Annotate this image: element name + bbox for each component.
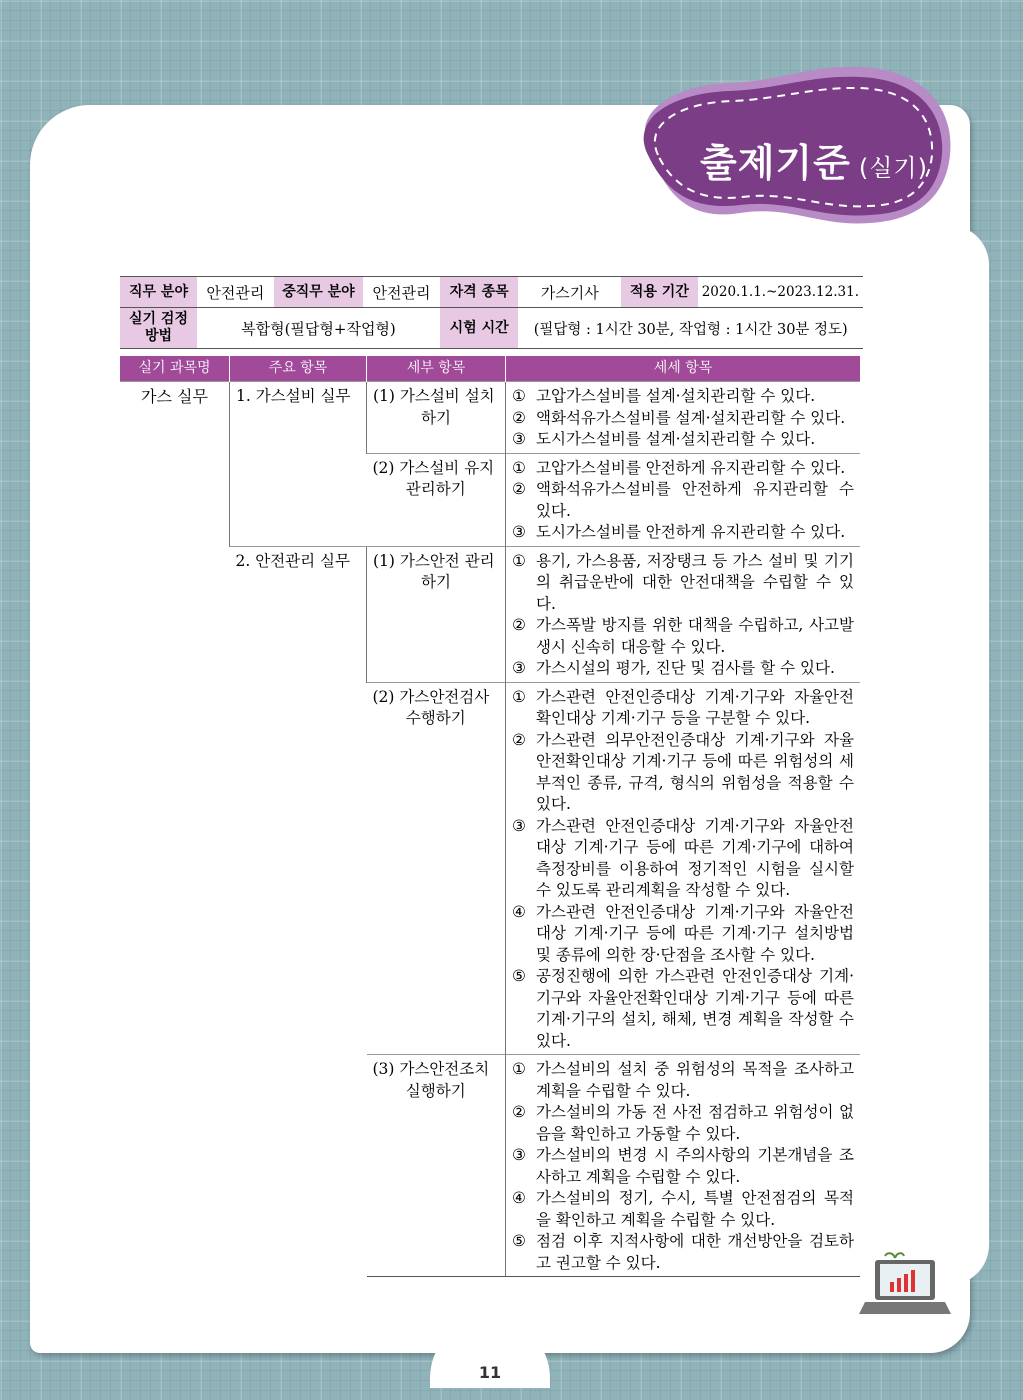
cert-value: 가스기사	[518, 277, 621, 308]
item-number: ②	[512, 408, 526, 427]
time-value: (필답형 : 1시간 30분, 작업형 : 1시간 30분 정도)	[518, 308, 863, 349]
sub-detail-item	[512, 522, 854, 544]
item-text: 고압가스설비를 설계·설치관리할 수 있다.	[536, 387, 816, 405]
detail-item-2: (2) 가스설비 유지 관리하기	[367, 453, 506, 546]
header-subject: 실기 과목명	[120, 356, 230, 382]
main-item-1: 1. 가스설비 실무	[230, 382, 367, 547]
sub-detail-item	[512, 615, 854, 658]
item-number: ③	[512, 1146, 526, 1164]
item-number: ②	[512, 1103, 526, 1121]
sub-field-value: 안전관리	[363, 277, 440, 308]
method-value: 복합형(필답형+작업형)	[197, 308, 440, 349]
sub-detail-item	[512, 1145, 854, 1188]
item-number: ①	[512, 551, 526, 570]
laptop-illustration-icon	[855, 1250, 955, 1330]
detail-item-1: (1) 가스설비 설치 하기	[367, 382, 506, 454]
sub-detail-item	[512, 479, 854, 522]
item-number: ③	[512, 659, 526, 677]
sub-detail-item	[512, 1102, 854, 1145]
info-table	[120, 276, 863, 349]
item-number: ②	[512, 616, 526, 634]
item-text: 가스관련 안전인증대상 기계·기구와 자율안전 대상 기계·기구 등에 따른 기계·기구에 대하여 측정장비를 이용하여 정기적인 시험을 실시할 수 있도록 관리계획을 작성할 수 있다.	[536, 816, 854, 899]
method-label: 실기 검정 방법	[120, 308, 197, 349]
sub-detail-item	[512, 658, 854, 680]
sub-detail-item	[512, 816, 854, 902]
item-number: ②	[512, 730, 526, 749]
sub-detail-group-4	[506, 682, 861, 1055]
item-text: 도시가스설비를 설계·설치관리할 수 있다.	[536, 430, 816, 448]
item-text: 가스폭발 방지를 위한 대책을 수립하고, 사고발생시 신속히 대응할 수 있다.	[536, 616, 854, 656]
sub-detail-item	[512, 429, 854, 451]
main-item-2: 2. 안전관리 실무	[230, 546, 367, 1277]
item-number: ①	[512, 687, 526, 706]
item-number: ②	[512, 480, 526, 498]
paper-edge	[934, 225, 989, 1285]
sub-field-label: 중직무 분야	[274, 277, 363, 308]
detail-item-3: (1) 가스안전 관리 하기	[367, 546, 506, 682]
item-text: 가스관련 안전인증대상 기계·기구와 자율안전 확인대상 기계·기구 등을 구분할 수 있다.	[536, 687, 854, 727]
item-text: 가스관련 의무안전인증대상 기계·기구와 자율안전확인대상 기계·기구 등에 따른 위험성의 세부적인 종류, 규격, 형식의 위험성을 적용할 수 있다.	[536, 730, 854, 813]
sub-detail-item	[512, 1231, 854, 1274]
item-number: ⑤	[512, 967, 526, 985]
period-label: 적용 기간	[621, 277, 698, 308]
page-title: 출제기준 (실기)	[700, 141, 928, 185]
item-text: 액화석유가스설비를 설계·설치관리할 수 있다.	[536, 408, 846, 427]
detail-item-4: (2) 가스안전검사 수행하기	[367, 682, 506, 1055]
item-number: ④	[512, 1189, 526, 1207]
page-number: 11	[478, 1363, 502, 1382]
item-text: 가스설비의 설치 중 위험성의 목적을 조사하고 계획을 수립할 수 있다.	[536, 1060, 854, 1100]
sub-detail-item	[512, 1188, 854, 1231]
time-label: 시험 시간	[440, 308, 519, 349]
item-number: ③	[512, 523, 526, 541]
criteria-table	[120, 356, 860, 1277]
sub-detail-item	[512, 458, 854, 480]
item-number: ①	[512, 387, 526, 405]
sub-detail-item	[512, 730, 854, 816]
sub-detail-item	[512, 386, 854, 408]
sub-detail-group-2	[506, 453, 861, 546]
sub-detail-item	[512, 966, 854, 1052]
job-field-value: 안전관리	[197, 277, 274, 308]
item-number: ④	[512, 902, 526, 921]
sub-detail-group-3	[506, 546, 861, 682]
item-text: 가스관련 안전인증대상 기계·기구와 자율안전대상 기계·기구 등에 따른 기계·기구 설치방법 및 종류에 의한 장·단점을 조사할 수 있다.	[536, 902, 854, 964]
item-text: 도시가스설비를 안전하게 유지관리할 수 있다.	[536, 523, 846, 541]
item-text: 용기, 가스용품, 저장탱크 등 가스 설비 및 기기의 취급운반에 대한 안전대책을 수립할 수 있다.	[536, 551, 854, 613]
period-value: 2020.1.1.~2023.12.31.	[698, 277, 863, 308]
sub-detail-group-5	[506, 1055, 861, 1277]
item-text: 가스설비의 변경 시 주의사항의 기본개념을 조사하고 계획을 수립할 수 있다.	[536, 1146, 854, 1186]
item-text: 가스설비의 가동 전 사전 점검하고 위험성이 없음을 확인하고 가동할 수 있다.	[536, 1103, 854, 1143]
subject-cell: 가스 실무	[120, 382, 230, 1277]
item-number: ③	[512, 816, 526, 835]
item-number: ③	[512, 430, 526, 448]
header-detail-item: 세부 항목	[367, 356, 506, 382]
cert-label: 자격 종목	[440, 277, 519, 308]
item-text: 가스설비의 정기, 수시, 특별 안전점검의 목적을 확인하고 계획을 수립할 수 있다.	[536, 1189, 854, 1229]
item-number: ⑤	[512, 1232, 526, 1250]
job-field-label: 직무 분야	[120, 277, 197, 308]
item-number: ①	[512, 458, 526, 477]
item-text: 공정진행에 의한 가스관련 안전인증대상 기계·기구와 자율안전확인대상 기계·기구 등에 따른 기계·기구의 설치, 해체, 변경 계획을 작성할 수 있다.	[536, 967, 854, 1050]
item-text: 고압가스설비를 안전하게 유지관리할 수 있다.	[536, 458, 846, 477]
item-text: 액화석유가스설비를 안전하게 유지관리할 수 있다.	[536, 480, 854, 520]
sub-detail-item	[512, 902, 854, 967]
page-subtitle: (실기)	[858, 154, 928, 182]
header-sub-detail-item: 세세 항목	[506, 356, 861, 382]
item-text: 점검 이후 지적사항에 대한 개선방안을 검토하고 권고할 수 있다.	[536, 1232, 854, 1272]
sub-detail-item	[512, 408, 854, 430]
item-text: 가스시설의 평가, 진단 및 검사를 할 수 있다.	[536, 659, 835, 677]
sub-detail-group-1	[506, 382, 861, 454]
sub-detail-item	[512, 687, 854, 730]
header-main-item: 주요 항목	[230, 356, 367, 382]
sub-detail-item	[512, 551, 854, 616]
detail-item-5: (3) 가스안전조치 실행하기	[367, 1055, 506, 1277]
item-number: ①	[512, 1060, 526, 1078]
sub-detail-item	[512, 1059, 854, 1102]
